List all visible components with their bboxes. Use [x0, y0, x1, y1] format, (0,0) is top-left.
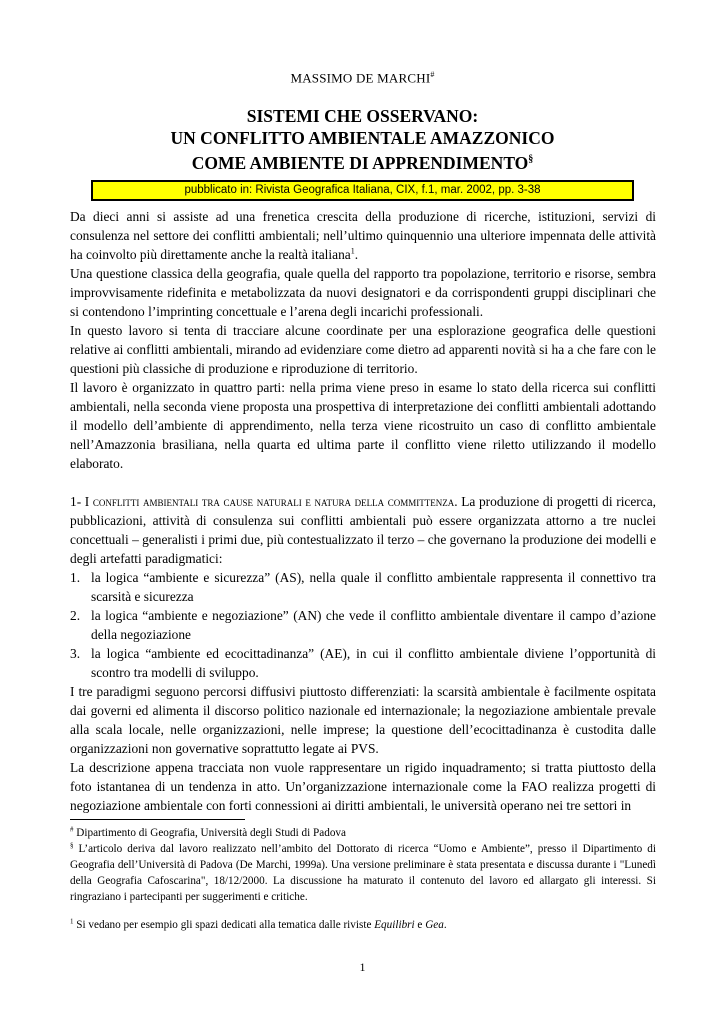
footnote-author-text: Dipartimento di Geografia, Università degli Studi di Padova [76, 827, 346, 839]
list-item-text: la logica “ambiente e negoziazione” (AN) che vede il conflitto ambientale diventare il campo d’azione della negoziazione [91, 608, 656, 642]
section-1-paragraph-3: La descrizione appena tracciata non vuole rappresentare un rigido inquadramento; si tratta piuttosto della foto istantanea di un tendenza in atto. Un’organizzazione internazionale come la FAO realizza progetti di negoziazione ambientale con forti connessioni ai diritti ambientali, le università operano nei tre settori in [70, 760, 656, 813]
intro-paragraph-4: Il lavoro è organizzato in quattro parti: nella prima viene preso in esame lo stato della ricerca sui conflitti ambientali, nella seconda viene proposta una prospettiva di interpretazione dei conflitti ambientali adottando il modello dell’ambiente di apprendimento, nella terza viene ricostruito un caso di conflitto ambientale nell’Amazzonia brasiliana, nella quarta ed ultima parte il conflitto viene riletto utilizzando il modello elaborato. [70, 380, 656, 471]
section-1-heading: 1- I conflitti ambientali tra cause naturali e natura della committenza [70, 494, 455, 509]
footnote-1 [70, 917, 656, 933]
title-line-3 [0, 149, 725, 174]
footnote-mark-1: 1 [70, 917, 74, 926]
section-1-heading-end: . [454, 494, 458, 509]
footnote-1-conj: e [417, 919, 423, 931]
list-item-text: la logica “ambiente e sicurezza” (AS), nella quale il conflitto ambientale rappresenta il connettivo tra scarsità e sicurezza [91, 570, 656, 604]
footnote-mark-section: § [70, 841, 74, 850]
list-item-number: 2. [70, 608, 81, 623]
title-footnote-mark: § [528, 154, 534, 165]
footnote-gap [70, 905, 656, 917]
page-number: 1 [359, 960, 366, 974]
list-item [70, 644, 656, 682]
section-1-lead: La produzione di progetti di ricerca, pubblicazioni, attività di consulenza sui conflitti ambientali può essere organizzata attorno a tre nuclei concettuali – generalisti i primi due, più contestualizzato il terzo – che governano la produzione dei modelli e degli artefatti paradigmatici: [70, 494, 657, 566]
title-line-2: UN CONFLITTO AMBIENTALE AMAZZONICO [170, 127, 555, 148]
author-line [0, 70, 725, 86]
footnote-ref-1: 1 [350, 246, 355, 256]
intro-paragraph-1 [70, 207, 656, 264]
intro-p1-end: . [354, 247, 359, 262]
footnote-mark-hash: # [70, 825, 74, 834]
paper-title [0, 106, 725, 174]
title-line-1: SISTEMI CHE OSSERVANO: [246, 106, 479, 126]
intro-paragraph-2: Una questione classica della geografia, quale quella del rapporto tra popolazione, territorio e risorse, sembra improvvisamente ridefinita e metabolizzata da nuovi designatori e da corrispondenti gruppi disciplinari che si contendono l’imprinting concettuale e l’arena degli incarichi professionali. [70, 266, 656, 319]
list-item [70, 568, 656, 606]
footnote-1-text: Si vedano per esempio gli spazi dedicati alla tematica dalle riviste [76, 919, 372, 931]
author-footnote-mark: # [430, 70, 435, 79]
footnote-author [70, 825, 656, 841]
footnote-1-end: . [443, 919, 447, 931]
author-name: MASSIMO DE MARCHI [290, 70, 431, 86]
footnote-article [70, 841, 656, 905]
section-gap [70, 473, 656, 492]
body-text [70, 207, 656, 815]
publication-note-box [91, 180, 634, 201]
list-item [70, 606, 656, 644]
logics-list [70, 568, 656, 682]
journal-equilibri: Equilibri [374, 919, 415, 931]
list-item-number: 1. [70, 570, 81, 585]
list-item-number: 3. [70, 646, 81, 661]
section-1-paragraph-2: I tre paradigmi seguono percorsi diffusivi piuttosto differenziati: la scarsità ambientale è facilmente ospitata dai governi ed alimenta il discorso politico nazionale ed internazionale; la negoziazione ambientale prevale alla scala locale, nelle organizzazioni, nelle imprese; la questione dell’ecocittadinanza è custodita dalle organizzazioni non governative soprattutto legate ai PVS. [70, 684, 656, 756]
journal-gea: Gea [425, 919, 444, 931]
intro-p1-text: Da dieci anni si assiste ad una frenetica crescita della produzione di ricerche, istituzioni, servizi di consulenza nel settore dei conflitti ambientali; nell’ultimo quinquennio una ulteriore impennata delle attività ha coinvolto più direttamente anche la realtà italiana [70, 209, 656, 262]
footnote-article-text: L’articolo deriva dal lavoro realizzato nell’ambito del Dottorato di ricerca “Uomo e Ambiente”, presso il Dipartimento di Geografia dell’Università di Padova (De Marchi, 1999a). Una versione preliminare è stata presentata e discussa durante i "Lunedì della Geografia Cafoscarina", 18/12/2000. La discussione ha maturato il contenuto del lavoro ed allargato gli interessi. Si ringraziano i partecipanti per suggerimenti e critiche. [70, 843, 657, 903]
publication-note: pubblicato in: Rivista Geografica Italiana, CIX, f.1, mar. 2002, pp. 3-38 [184, 184, 541, 196]
footnotes [70, 825, 656, 933]
list-item-text: la logica “ambiente ed ecocittadinanza” (AE), in cui il conflitto ambientale diviene l’opportunità di scontro tra modelli di sviluppo. [91, 646, 656, 680]
intro-paragraph-3: In questo lavoro si tenta di tracciare alcune coordinate per una esplorazione geografica delle questioni relative ai conflitti ambientali, mirando ad evidenziare come dietro ad apparenti novità si ha a che fare con le questioni più classiche di produzione e riproduzione di territorio. [70, 323, 656, 376]
title-line-3-text: COME AMBIENTE DI APPRENDIMENTO [191, 152, 529, 173]
footnote-separator [70, 819, 245, 820]
section-1-lead-paragraph [70, 492, 656, 568]
